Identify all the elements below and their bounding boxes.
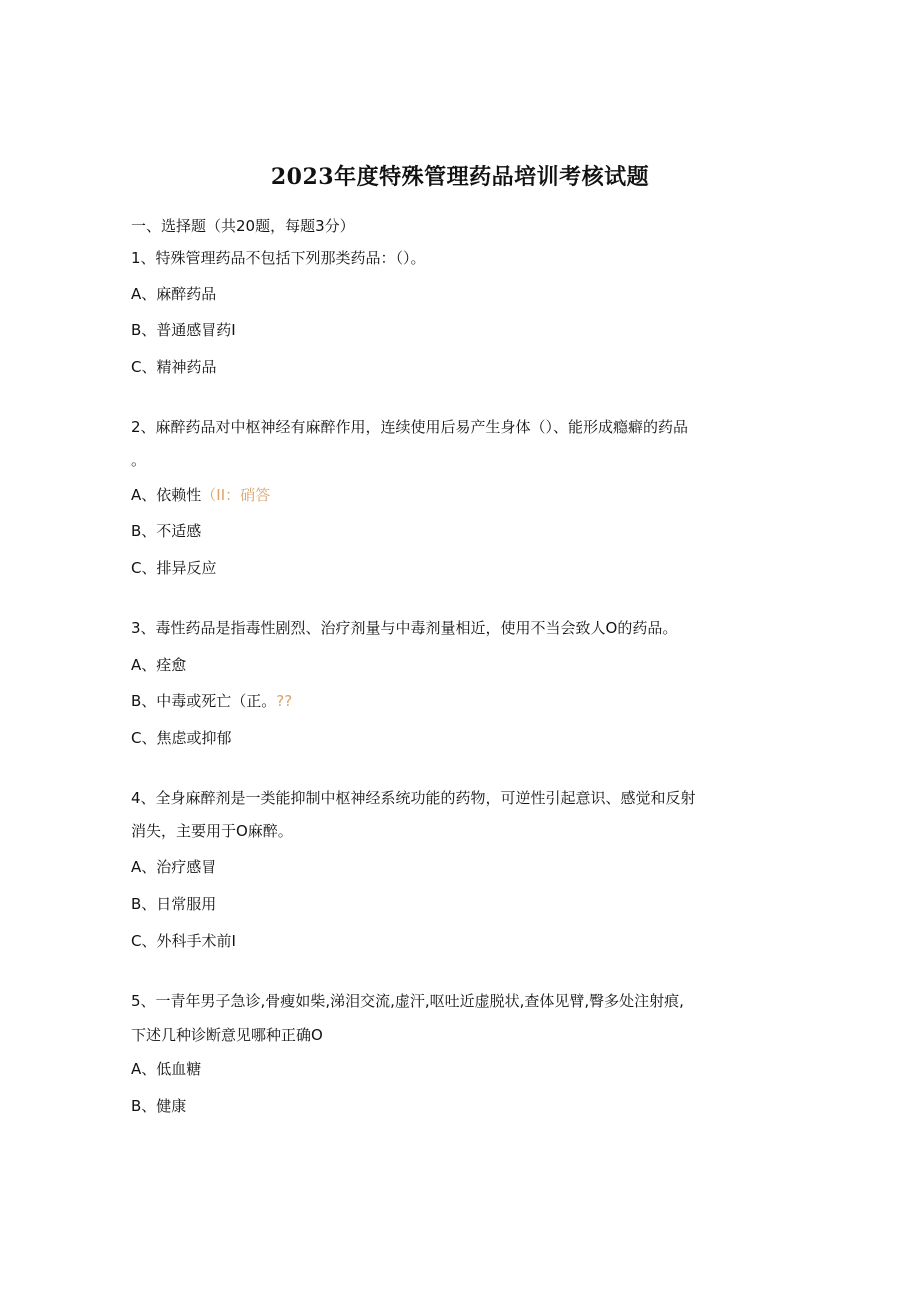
option-text: B、日常服用 (131, 895, 217, 913)
question-1-option-c[interactable] (131, 357, 216, 377)
question-3-stem: 3、毒性药品是指毒性剧烈、治疗剂量与中毒剂量相近，使用不当会致人O的药品。 (131, 619, 678, 637)
page-title: 2023年度特殊管理药品培训考核试题 (270, 164, 650, 190)
option-text: B、中毒或死亡（正。 (131, 692, 277, 710)
option-text: A、麻醉药品 (131, 285, 217, 303)
question-1-stem: 1、特殊管理药品不包括下列那类药品：（）。 (131, 249, 426, 267)
question-2-stem-continued: 。 (131, 451, 147, 469)
option-text: B、普通感冒药I (131, 321, 236, 339)
question-2-option-b[interactable] (131, 521, 201, 541)
question-4-option-b[interactable] (131, 894, 216, 914)
option-text: C、精神药品 (131, 358, 217, 376)
option-text: A、痊愈 (131, 656, 187, 674)
answer-mark: （II：硝答 (201, 486, 271, 504)
question-5-stem-continued: 下述几种诊断意见哪种正确O (131, 1026, 323, 1044)
question-5-option-b[interactable] (131, 1096, 186, 1116)
question-1-option-a[interactable] (131, 284, 216, 304)
question-5-option-a[interactable] (131, 1059, 201, 1079)
option-text: B、不适感 (131, 522, 202, 540)
question-3-option-c[interactable] (131, 728, 231, 748)
question-4-option-c[interactable] (131, 931, 236, 951)
option-text: B、健康 (131, 1097, 187, 1115)
question-2-stem: 2、麻醉药品对中枢神经有麻醉作用，连续使用后易产生身体（）、能形成瘾癖的药品 (131, 418, 689, 436)
question-4-option-a[interactable] (131, 857, 216, 877)
question-4-stem-continued: 消失，主要用于O麻醉。 (131, 822, 293, 840)
question-2-option-c[interactable] (131, 558, 216, 578)
question-4-stem: 4、全身麻醉剂是一类能抑制中枢神经系统功能的药物，可逆性引起意识、感觉和反射 (131, 789, 696, 807)
option-text: C、焦虑或抑郁 (131, 729, 232, 747)
question-3-option-a[interactable] (131, 655, 186, 675)
option-text: A、低血糖 (131, 1060, 202, 1078)
section-heading: 一、选择题（共20题，每题3分） (131, 217, 355, 235)
answer-mark: ?? (276, 692, 293, 710)
question-3-option-b[interactable] (131, 691, 292, 711)
option-text: C、外科手术前I (131, 932, 236, 950)
option-text: A、治疗感冒 (131, 858, 217, 876)
question-2-option-a[interactable] (131, 485, 270, 505)
option-text: A、依赖性 (131, 486, 202, 504)
question-1-option-b[interactable] (131, 320, 236, 340)
option-text: C、排异反应 (131, 559, 217, 577)
question-5-stem: 5、一青年男子急诊,骨瘦如柴,涕泪交流,虚汗,呕吐近虚脱状,查体见臂,臀多处注射痕, (131, 992, 684, 1010)
